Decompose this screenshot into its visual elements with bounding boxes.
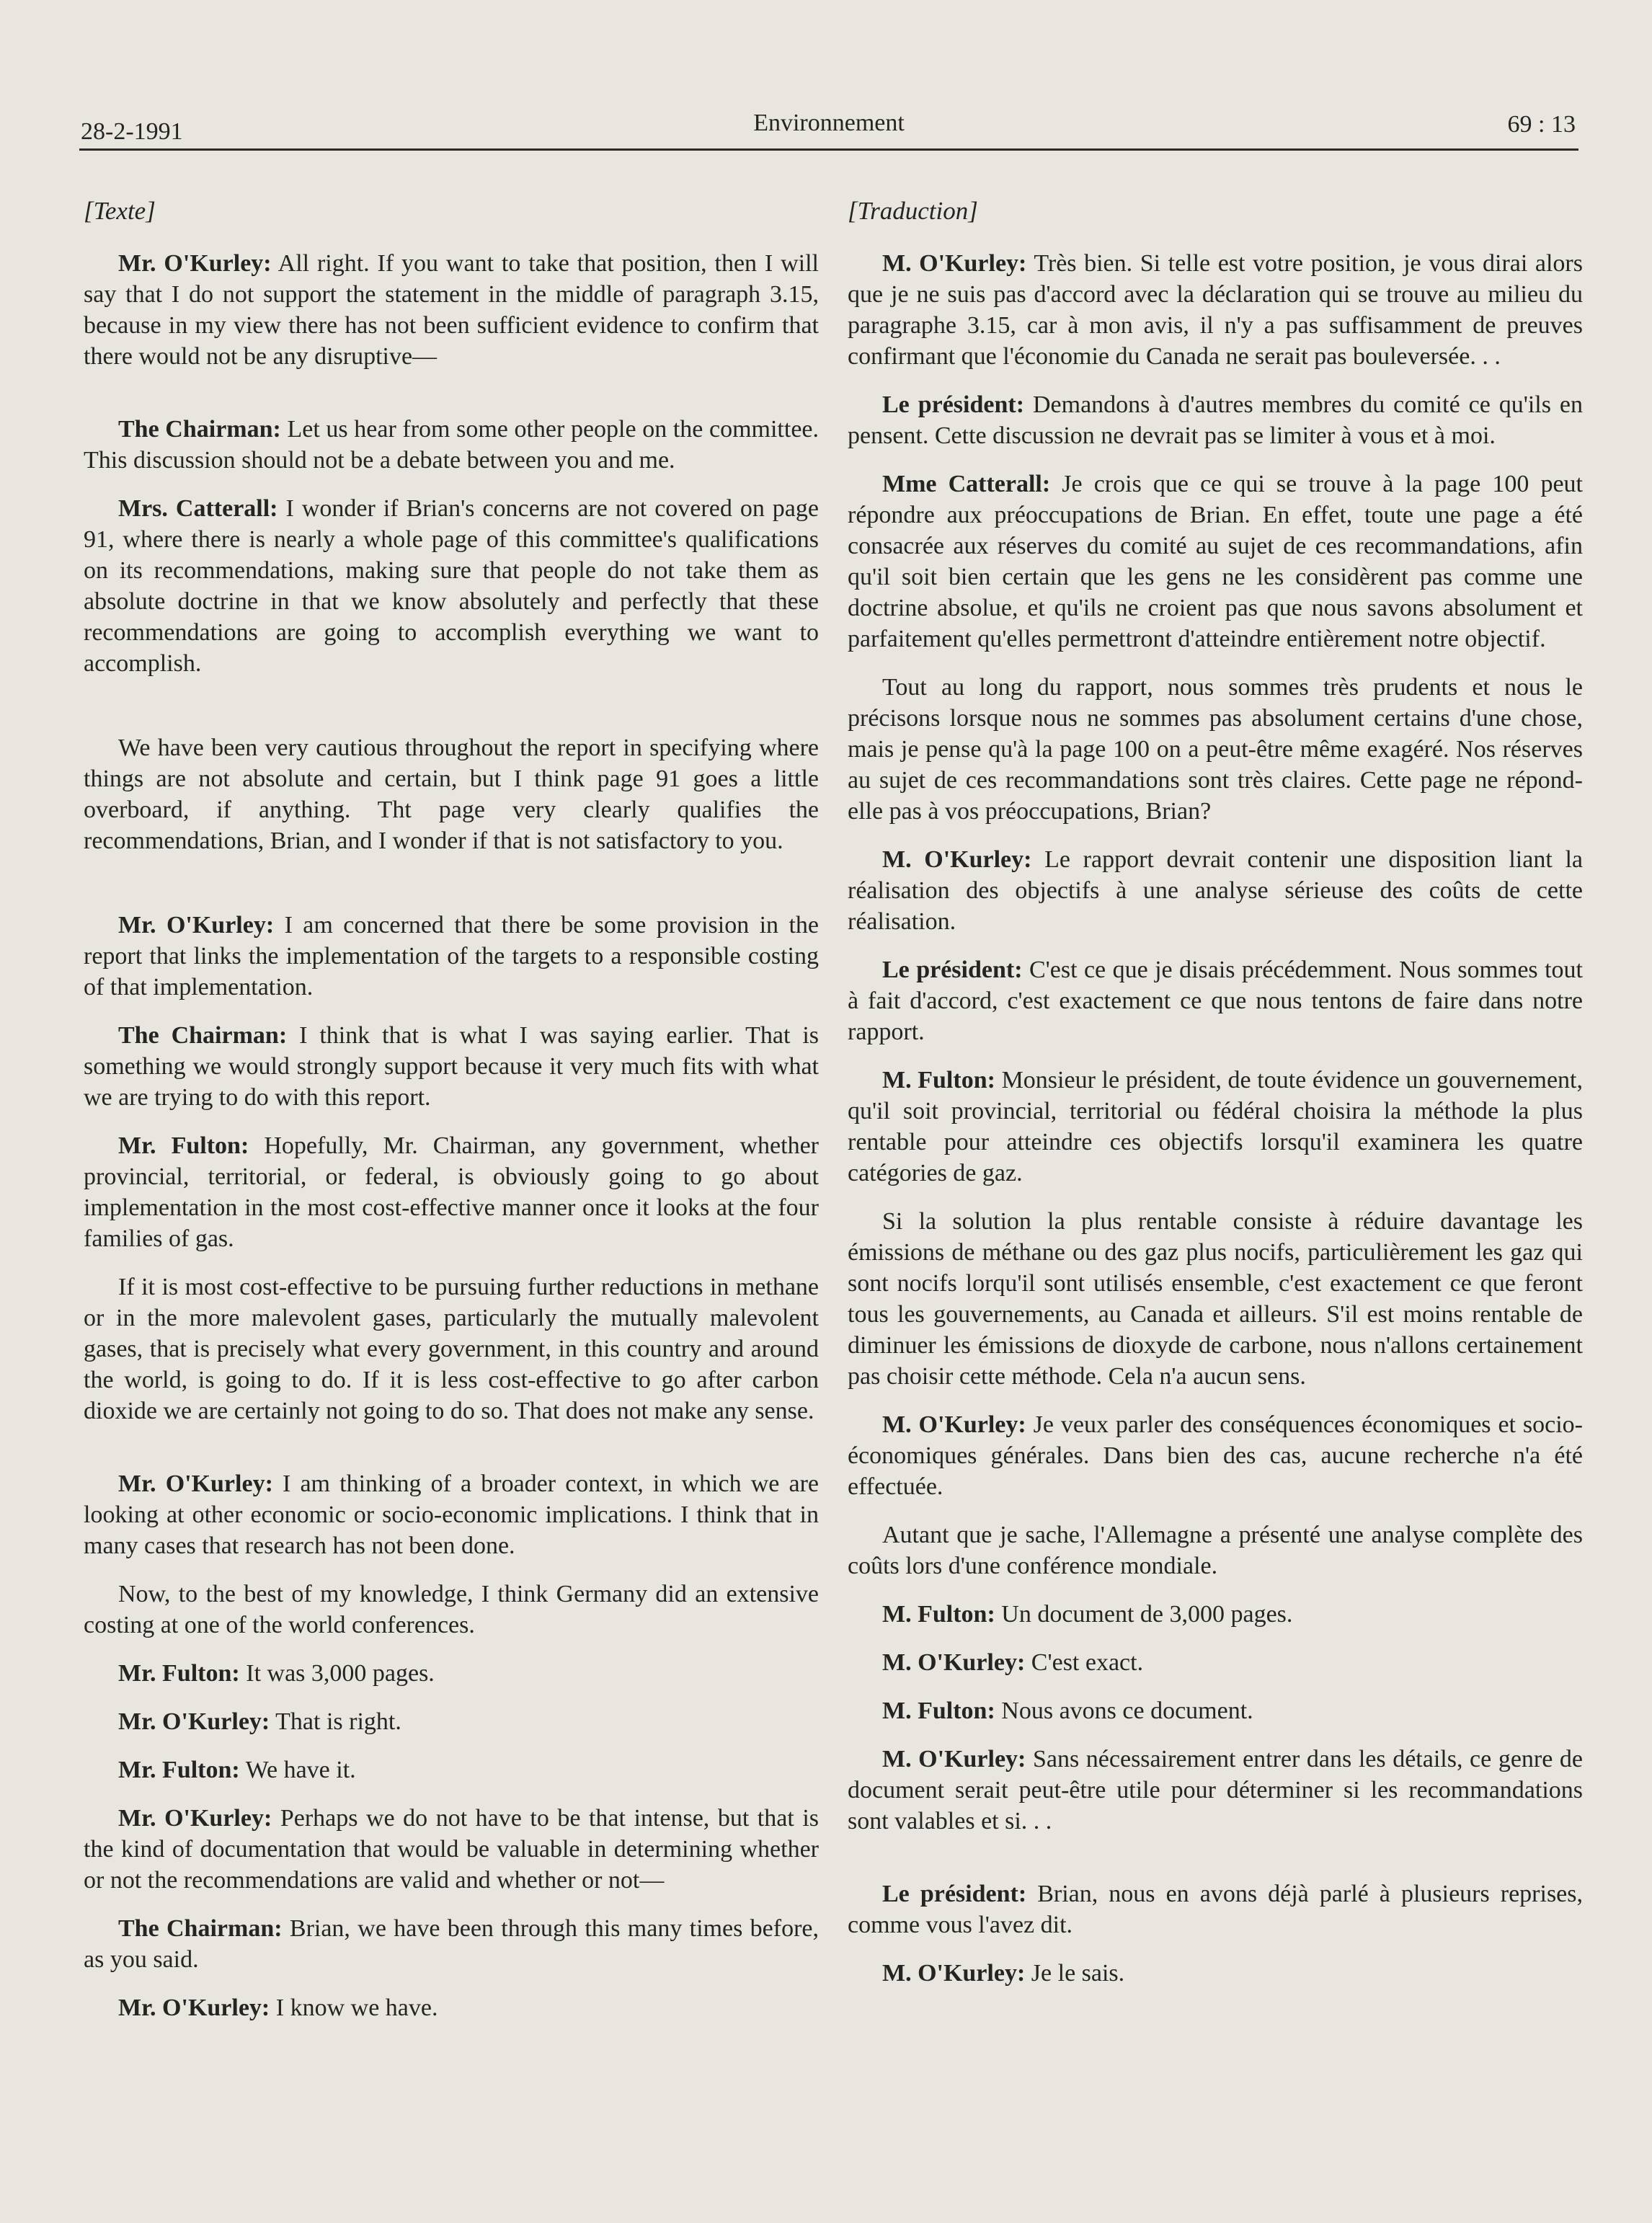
paragraph-text: Let us hear from some other people on the committee. This discussion should not be a debate between you and me. — [84, 416, 819, 474]
paragraph-text: Je crois que ce qui se trouve à la page 100 peut répondre aux préoccupations de Brian. En effet, toute une page a été consacrée aux réserves du comité au sujet de ces recommandations, afin qu'il soit bien certain que les gens ne les considèrent pas comme une doctrine absolue, et qu'ils ne croient pas que nous savons absolument et parfaitement qu'elles permettront d'atteindre entièrement notre objectif. — [848, 471, 1583, 652]
paragraph — [84, 1803, 819, 1896]
paragraph — [848, 389, 1583, 451]
paragraph-text: Un document de 3,000 pages. — [995, 1601, 1293, 1628]
paragraph — [84, 910, 819, 1003]
header-date: 28-2-1991 — [81, 118, 183, 145]
speaker-name: M. O'Kurley: — [882, 1649, 1026, 1676]
speaker-name: Mr. Fulton: — [118, 1132, 249, 1159]
paragraph — [84, 248, 819, 372]
paragraph-text: Hopefully, Mr. Chairman, any government, whether provincial, territorial, or federal, is obviously going to go about implementation in the most cost-effective manner once it looks at the four families of gas. — [84, 1132, 819, 1252]
paragraph-text: C'est exact. — [1025, 1649, 1144, 1676]
speaker-name: Mr. O'Kurley: — [118, 250, 272, 277]
column-label: [Traduction] — [848, 197, 978, 225]
paragraph — [84, 1130, 819, 1254]
paragraph-text: C'est ce que je disais précédemment. Nous sommes tout à fait d'accord, c'est exactement ce que nous tentons de faire dans notre rapport. — [848, 957, 1583, 1045]
speaker-name: The Chairman: — [118, 416, 281, 443]
paragraph-text: I wonder if Brian's concerns are not covered on page 91, where there is nearly a whole page of this committee's qualifications on its recommendations, making sure that people do not take them as absolute doctrine in that we know absolutely and perfectly that these recommendations are going to accomplish everything we want to accomplish. — [84, 495, 819, 677]
paragraph — [848, 1065, 1583, 1189]
paragraph-text: I am thinking of a broader context, in which we are looking at other economic or socio-economic implications. I think that in many cases that research has not been done. — [84, 1470, 819, 1559]
paragraph-text: That is right. — [270, 1708, 401, 1735]
paragraph — [84, 1020, 819, 1113]
paragraph-text: Très bien. Si telle est votre position, je vous dirai alors que je ne suis pas d'accord avec la déclaration qui se trouve au milieu du paragraphe 3.15, car à mon avis, il n'y a pas suffisamment de preuves confirmant que l'économie du Canada ne serait pas bouleversée. . . — [848, 250, 1583, 370]
paragraph — [848, 672, 1583, 827]
paragraph — [84, 1913, 819, 1975]
header-page-number: 69 : 13 — [1507, 111, 1576, 138]
paragraph-text: Brian, we have been through this many times before, as you said. — [84, 1915, 819, 1973]
paragraph — [84, 1754, 819, 1785]
paragraph — [84, 1272, 819, 1426]
paragraph — [848, 844, 1583, 937]
speaker-name: M. Fulton: — [882, 1601, 995, 1628]
paragraph-text: I know we have. — [270, 1995, 438, 2021]
header-title: Environnement — [753, 110, 905, 136]
paragraph-text: I think that is what I was saying earlier. That is something we would strongly support because it very much fits with what we are trying to do with this report. — [84, 1022, 819, 1111]
paragraph — [848, 1519, 1583, 1581]
french-column — [848, 193, 1583, 2006]
paragraph-text: We have it. — [239, 1757, 356, 1783]
paragraph — [84, 493, 819, 679]
paragraph-text: We have been very cautious throughout the report in specifying where things are not absolute and certain, but I think page 91 goes a little overboard, if anything. Tht page very clearly qualifies the recommendations, Brian, and I wonder if that is not satisfactory to you. — [84, 735, 819, 854]
paragraph — [84, 1468, 819, 1561]
speaker-name: M. Fulton: — [882, 1067, 995, 1093]
paragraph — [848, 1647, 1583, 1678]
speaker-name: The Chairman: — [118, 1022, 288, 1049]
paragraph-text: Je le sais. — [1025, 1960, 1125, 1987]
paragraph — [84, 414, 819, 476]
paragraph-text: Si la solution la plus rentable consiste à réduire davantage les émissions de méthane ou des gaz plus nocifs, particulièrement les gaz qui sont nocifs lorqu'il sont utilisés ensemble, c'est exactement ce que feront tous les gouvernements, au Canada et ailleurs. S'il est moins rentable de diminuer les émissions de dioxyde de carbone, nous n'allons certainement pas choisir cette méthode. Cela n'a aucun sens. — [848, 1208, 1583, 1390]
paragraph-text: Le rapport devrait contenir une disposition liant la réalisation des objectifs à une analyse sérieuse des coûts de cette réalisation. — [848, 846, 1583, 935]
paragraph — [848, 1599, 1583, 1630]
paragraph — [84, 1579, 819, 1641]
speaker-name: Mrs. Catterall: — [118, 495, 278, 522]
paragraph — [84, 1658, 819, 1689]
paragraph — [84, 732, 819, 856]
paragraph-text: Autant que je sache, l'Allemagne a présenté une analyse complète des coûts lors d'une conférence mondiale. — [848, 1522, 1583, 1579]
paragraph — [848, 1206, 1583, 1392]
speaker-name: M. O'Kurley: — [882, 1746, 1026, 1772]
speaker-name: M. O'Kurley: — [882, 1960, 1026, 1987]
speaker-name: M. O'Kurley: — [882, 846, 1032, 873]
speaker-name: Mr. Fulton: — [118, 1660, 240, 1687]
column-label: [Texte] — [84, 197, 156, 225]
paragraph — [848, 954, 1583, 1047]
paragraph-text: Perhaps we do not have to be that intense, but that is the kind of documentation that would be valuable in determining whether or not the recommendations are valid and whether or not— — [84, 1805, 819, 1894]
speaker-name: Mr. O'Kurley: — [118, 912, 275, 939]
speaker-name: Mr. Fulton: — [118, 1757, 240, 1783]
paragraph-text: Brian, nous en avons déjà parlé à plusieurs reprises, comme vous l'avez dit. — [848, 1881, 1584, 1938]
paragraph — [848, 1695, 1583, 1726]
paragraph-text: Nous avons ce document. — [995, 1698, 1253, 1724]
paragraph — [848, 1878, 1583, 1940]
speaker-name: Le président: — [882, 1881, 1027, 1907]
paragraph-text: Sans nécessairement entrer dans les détails, ce genre de document serait peut-être utile pour déterminer si les recommandations sont valables et si. . . — [848, 1746, 1583, 1834]
speaker-name: The Chairman: — [118, 1915, 283, 1942]
speaker-name: M. O'Kurley: — [882, 1411, 1026, 1438]
paragraph-text: Demandons à d'autres membres du comité ce qu'ils en pensent. Cette discussion ne devrait pas se limiter à vous et à moi. — [848, 391, 1584, 449]
paragraph-text: Now, to the best of my knowledge, I think Germany did an extensive costing at one of the world conferences. — [84, 1581, 819, 1638]
english-column — [84, 193, 819, 2041]
running-header — [79, 101, 1578, 151]
paragraph-text: I am concerned that there be some provision in the report that links the implementation of the targets to a responsible costing of that implementation. — [84, 912, 819, 1000]
paragraph-text: If it is most cost-effective to be pursuing further reductions in methane or in the more malevolent gases, particularly the mutually malevolent gases, that is precisely what every government, in this country and around the world, is going to do. If it is less cost-effective to go after carbon dioxide we are certainly not going to do so. That does not make any sense. — [84, 1274, 819, 1424]
speaker-name: Mr. O'Kurley: — [118, 1805, 272, 1832]
paragraph-text: Monsieur le président, de toute évidence un gouvernement, qu'il soit provincial, territorial ou fédéral choisira la méthode la plus rentable pour atteindre ces objectifs lorsqu'il examinera les quatre catégories de gaz. — [848, 1067, 1583, 1186]
paragraph — [848, 469, 1583, 655]
speaker-name: Mr. O'Kurley: — [118, 1470, 273, 1497]
paragraph-text: All right. If you want to take that position, then I will say that I do not support the statement in the middle of paragraph 3.15, because in my view there has not been sufficient evidence to confirm that there would not be any disruptive— — [84, 250, 819, 370]
speaker-name: Mr. O'Kurley: — [118, 1708, 270, 1735]
speaker-name: Mme Catterall: — [882, 471, 1051, 497]
paragraph — [848, 1409, 1583, 1502]
speaker-name: M. Fulton: — [882, 1698, 995, 1724]
paragraph-text: It was 3,000 pages. — [239, 1660, 435, 1687]
speaker-name: Le président: — [882, 957, 1023, 983]
paragraph-text: Tout au long du rapport, nous sommes très prudents et nous le précisons lorsque nous ne sommes pas absolument certains d'une chose, mais je pense qu'à la page 100 on a peut-être même exagéré. Nos réserves au sujet de ces recommandations sont très claires. Cette page ne répond-elle pas à vos préoccupations, Brian? — [848, 674, 1583, 825]
paragraph — [848, 1744, 1583, 1837]
paragraph — [84, 1992, 819, 2023]
paragraph — [848, 248, 1583, 372]
speaker-name: Mr. O'Kurley: — [118, 1995, 270, 2021]
speaker-name: Le président: — [882, 391, 1025, 418]
paragraph — [848, 1958, 1583, 1989]
paragraph-text: Je veux parler des conséquences économiques et socio-économiques générales. Dans bien des cas, aucune recherche n'a été effectuée. — [848, 1411, 1584, 1500]
speaker-name: M. O'Kurley: — [882, 250, 1027, 277]
paragraph — [84, 1706, 819, 1737]
